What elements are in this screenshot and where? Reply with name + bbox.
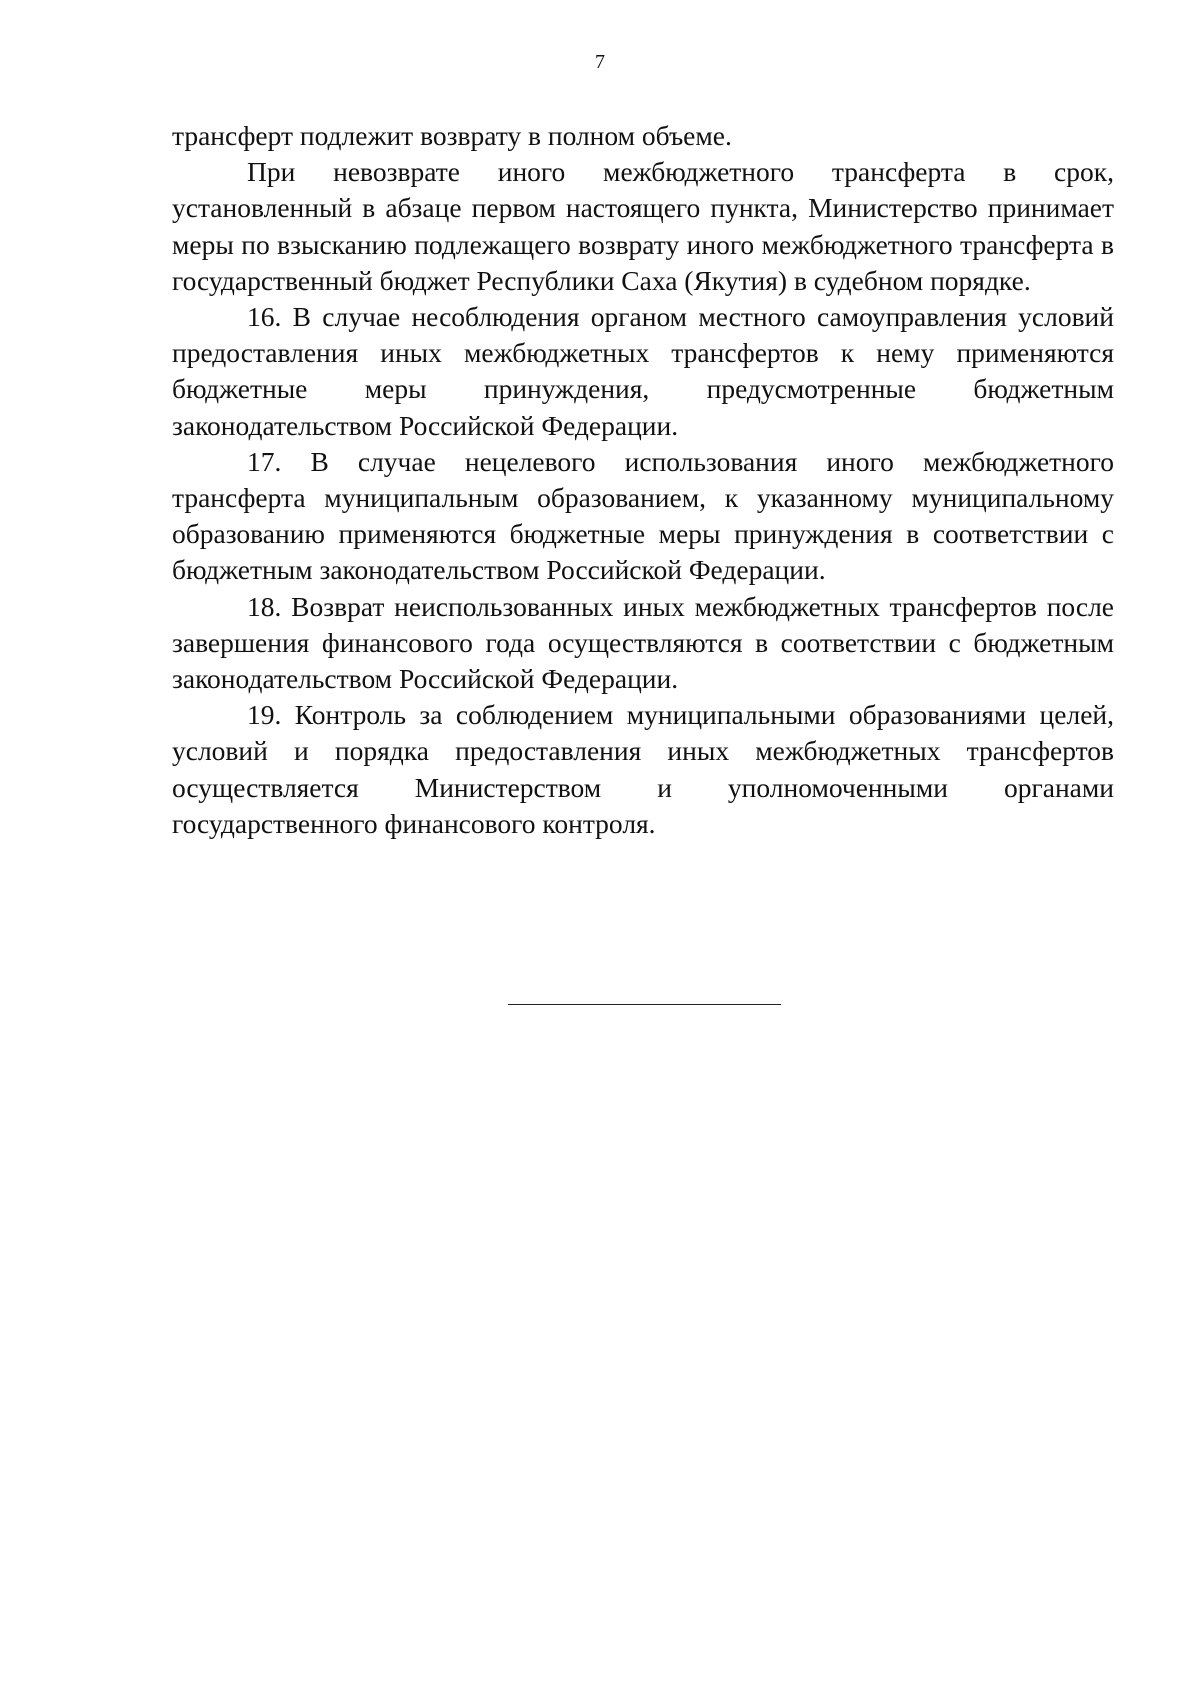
document-body	[172, 118, 1114, 842]
paragraph-nonreturn-recovery: При невозврате иного межбюджетного трансферта в срок, установленный в абзаце первом настоящего пункта, Министерство принимает меры по взысканию подлежащего возврату иного межбюджетного трансферта в государственный бюджет Республики Саха (Якутия) в судебном порядке.	[172, 156, 1114, 296]
end-of-document-rule	[508, 1004, 781, 1005]
paragraph-19: 19. Контроль за соблюдением муниципальными образованиями целей, условий и порядка предоставления иных межбюджетных трансфертов осуществляется Министерством и уполномоченными органами государственного финансового контроля.	[172, 699, 1114, 839]
paragraph-continuation: трансферт подлежит возврату в полном объеме.	[172, 120, 732, 151]
paragraph-16: 16. В случае несоблюдения органом местного самоуправления условий предоставления иных межбюджетных трансфертов к нему применяются бюджетные меры принуждения, предусмотренные бюджетным законодательством Российской Федерации.	[172, 301, 1114, 441]
page-number: 7	[595, 51, 605, 73]
paragraph-18: 18. Возврат неиспользованных иных межбюджетных трансфертов после завершения финансового года осуществляются в соответствии с бюджетным законодательством Российской Федерации.	[172, 590, 1114, 695]
paragraph-17: 17. В случае нецелевого использования иного межбюджетного трансферта муниципальным образованием, к указанному муниципальному образованию применяются бюджетные меры принуждения в соответствии с бюджетным законодательством Российской Федерации.	[172, 445, 1114, 586]
